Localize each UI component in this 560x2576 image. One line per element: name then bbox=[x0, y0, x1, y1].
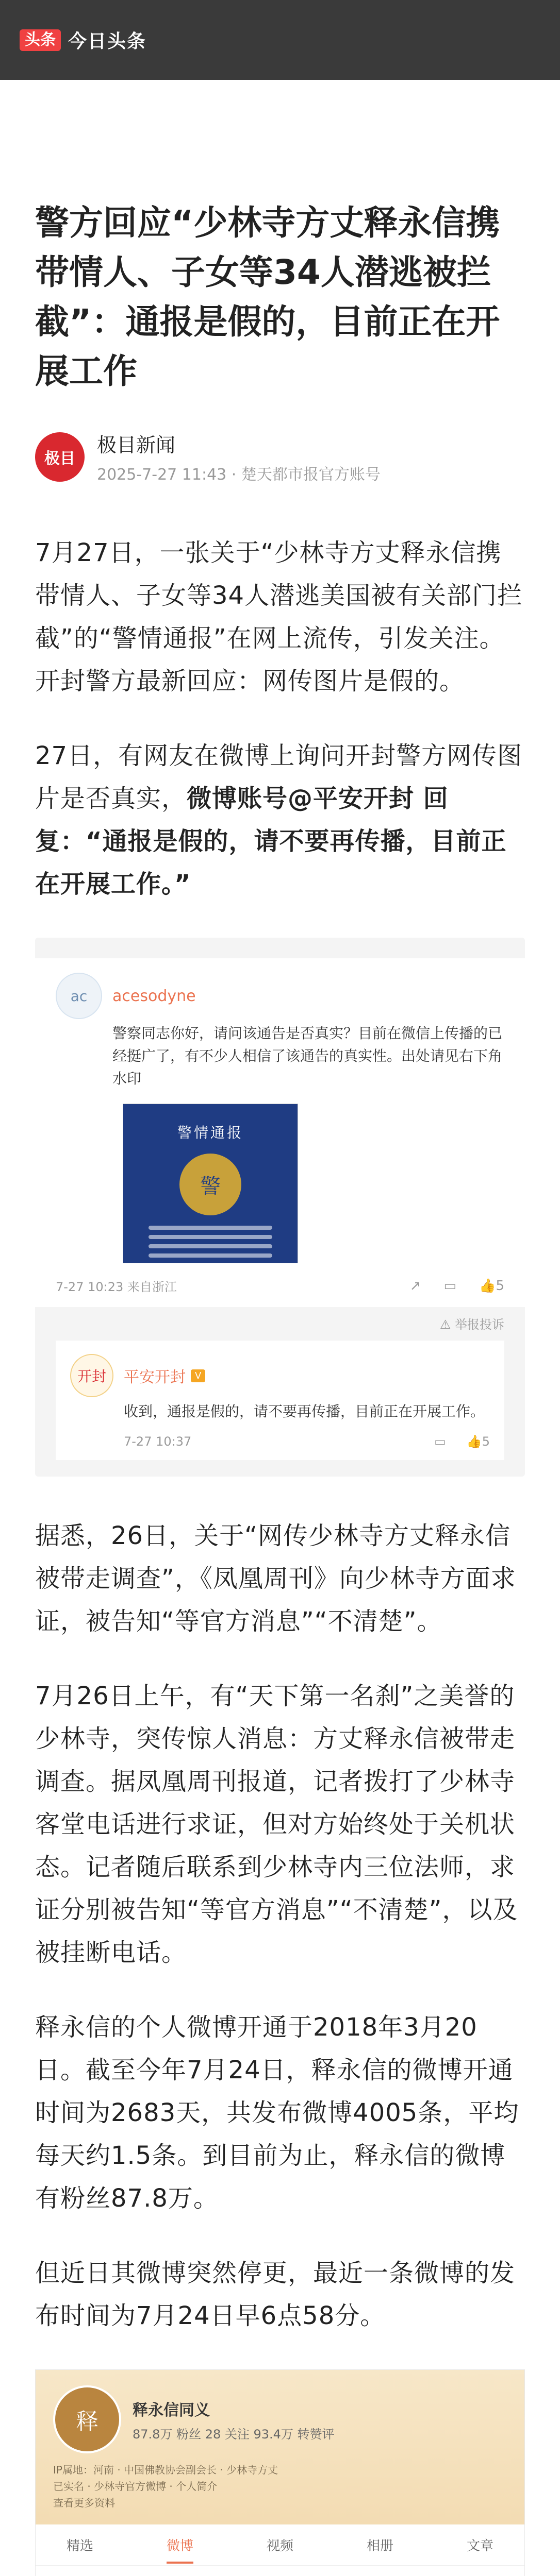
paragraph: 但近日其微博突然停更，最近一条微博的发布时间为7月24日早6点58分。 bbox=[35, 2259, 516, 2330]
weibo-username: acesodyne bbox=[112, 987, 196, 1005]
profile-info-line: 查看更多资料 bbox=[53, 2497, 115, 2509]
weibo-screenshot bbox=[35, 938, 525, 1477]
like-count: 5 bbox=[496, 1278, 504, 1294]
author-meta: 2025-7-27 11:43 · 楚天都市报官方账号 bbox=[97, 466, 381, 484]
weibo-user-avatar: ac bbox=[56, 973, 102, 1019]
weibo-reply bbox=[56, 1341, 504, 1460]
weibo-post bbox=[35, 958, 525, 1307]
tab-articles: 文章 bbox=[466, 2538, 493, 2554]
article-headline: 警方回应“少林寺方丈释永信携带情人、子女等34人潜逃被拦截”：通报是假的，目前正在开展工作 bbox=[35, 203, 500, 391]
police-badge-icon: 警 bbox=[179, 1154, 241, 1215]
tab-weibo: 微博 bbox=[167, 2535, 193, 2564]
weibo-report: ⚠ 举报投诉 bbox=[439, 1317, 504, 1332]
reply-like-icon: 👍5 bbox=[466, 1434, 490, 1449]
paragraph-text: 27日，有网友在微博上询问开封警方网传图片是否真实， bbox=[35, 741, 523, 813]
reply-avatar: 开封 bbox=[70, 1354, 113, 1397]
notice-text-lines bbox=[149, 1226, 272, 1263]
weibo-post-text: 警察同志你好，请问该通告是否真实？目前在微信上传播的已经挺广了，有不少人相信了该通告的真实性。出处请见右下角水印 bbox=[112, 1025, 503, 1087]
paragraph bbox=[35, 735, 525, 906]
top-bar bbox=[0, 0, 560, 80]
profile-name: 释永信同义 bbox=[133, 2401, 210, 2419]
reply-like-count: 5 bbox=[482, 1434, 490, 1449]
report-label: 举报投诉 bbox=[455, 1317, 504, 1332]
tab-featured: 精选 bbox=[67, 2538, 94, 2554]
profile-avatar: 释 bbox=[53, 2385, 121, 2453]
paragraph: 7月27日，一张关于“少林寺方丈释永信携带情人、子女等34人潜逃美国被有关部门拦截”的“警情通报”在网上流传，引发关注。开封警方最新回应：网传图片是假的。 bbox=[35, 538, 523, 696]
notice-title: 警情通报 bbox=[177, 1124, 243, 1141]
tab-video: 视频 bbox=[266, 2538, 293, 2554]
app-logo[interactable] bbox=[20, 27, 146, 53]
profile-info bbox=[53, 2462, 507, 2511]
weibo-profile-screenshot bbox=[35, 2369, 525, 2576]
toutiao-logo-icon: 头条 bbox=[20, 29, 61, 51]
reply-text: 收到，通报是假的，请不要再传播，目前正在开展工作。 bbox=[124, 1403, 485, 1420]
reply-time: 7-27 10:37 bbox=[124, 1434, 192, 1449]
profile-info-line: IP属地：河南 · 中国佛教协会副会长 · 少林寺方丈 bbox=[53, 2464, 278, 2476]
fake-police-notice-image bbox=[123, 1104, 298, 1263]
paragraph: 据悉，26日，关于“网传少林寺方丈释永信被带走调查”，《凤凰周刊》向少林寺方面求证，被告知“等官方消息”“不清楚”。 bbox=[35, 1521, 516, 1636]
author-bar[interactable] bbox=[35, 429, 525, 484]
app-name: 今日头条 bbox=[68, 31, 147, 52]
share-icon: ↗ bbox=[409, 1278, 421, 1294]
verified-badge-icon: V bbox=[191, 1369, 205, 1382]
paragraph-bold-text: 微博账号@平安开封 回复：“通报是假的，请不要再传播，目前正在开展工作。” bbox=[35, 784, 507, 899]
article bbox=[0, 198, 560, 2576]
reply-comment-icon: ▭ bbox=[434, 1434, 446, 1449]
like-icon: 👍5 bbox=[479, 1278, 504, 1294]
comment-icon: ▭ bbox=[443, 1278, 457, 1294]
author-avatar[interactable]: 极目 bbox=[35, 432, 85, 482]
reply-username: 平安开封 bbox=[124, 1368, 186, 1386]
profile-stats: 87.8万 粉丝 28 关注 93.4万 转赞评 bbox=[133, 2427, 335, 2442]
profile-info-line: 已实名 · 少林寺官方微博 · 个人简介 bbox=[53, 2480, 218, 2493]
tab-album: 相册 bbox=[366, 2538, 393, 2554]
profile-post bbox=[36, 2566, 524, 2576]
profile-tabs bbox=[36, 2524, 524, 2566]
author-name[interactable]: 极目新闻 bbox=[97, 434, 176, 456]
profile-banner bbox=[36, 2370, 524, 2524]
paragraph: 释永信的个人微博开通于2018年3月20日。截至今年7月24日，释永信的微博开通时间为2683天，共发布微博4005条，平均每天约1.5条。到目前为止，释永信的微博有粉丝87.8万。 bbox=[35, 2013, 519, 2213]
weibo-post-time: 7-27 10:23 来自浙江 bbox=[56, 1280, 177, 1294]
paragraph: 7月26日上午，有“天下第一名刹”之美誉的少林寺，突传惊人消息：方丈释永信被带走调查。据凤凰周刊报道，记者拨打了少林寺客堂电话进行求证，但对方始终处于关机状态。记者随后联系到少林寺内三位法师，求证分别被告知“等官方消息”“不清楚”，以及被挂断电话。 bbox=[35, 1682, 518, 1967]
